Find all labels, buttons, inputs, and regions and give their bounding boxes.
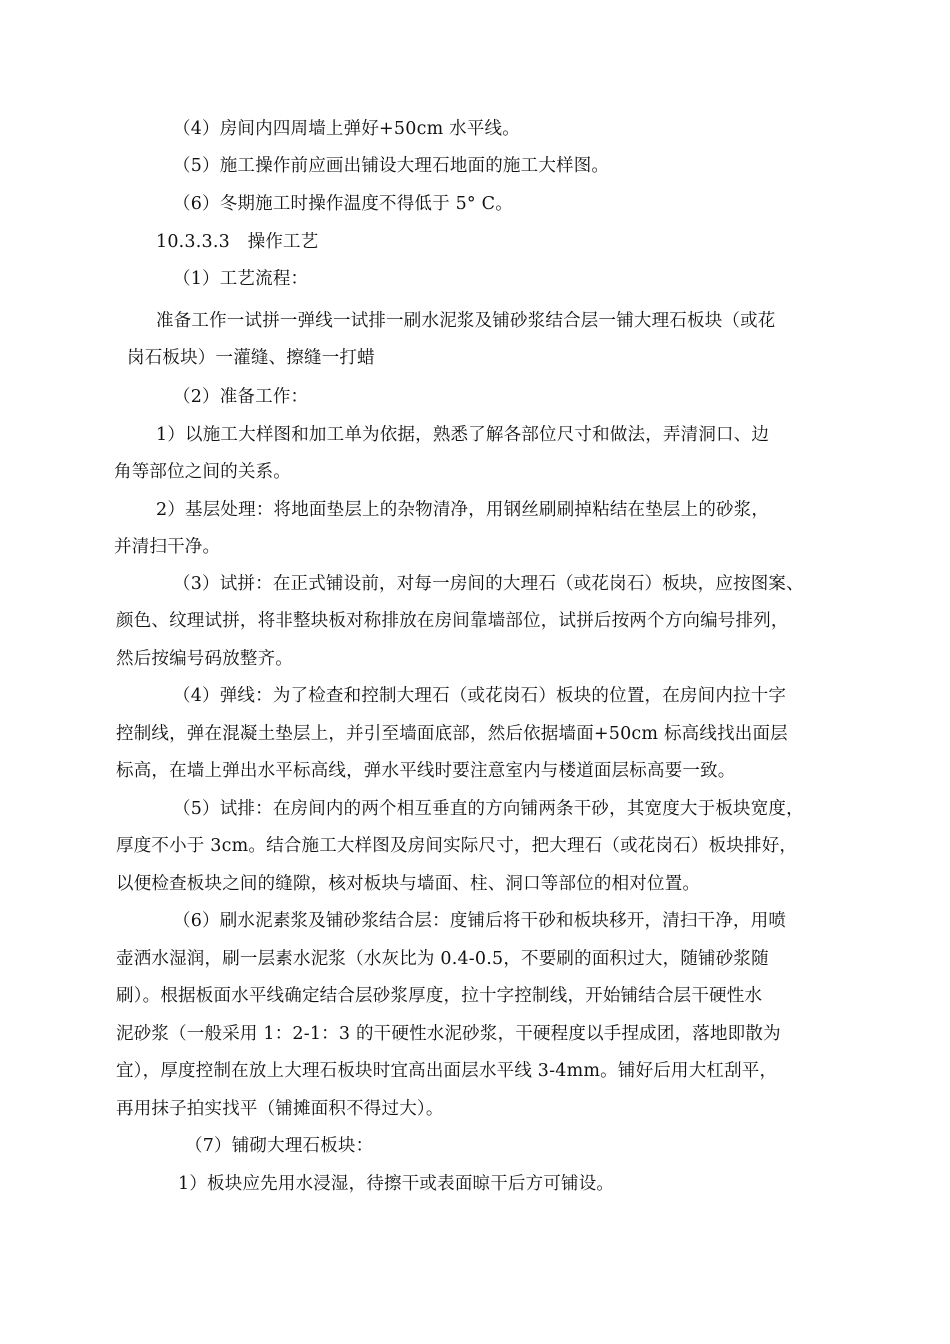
text-line: （6）刷水泥素浆及铺砂浆结合层：度铺后将干砂和板块移开，清扫干净，用喷	[173, 911, 787, 931]
text-line: 标高，在墙上弹出水平标高线，弹水平线时要注意室内与楼道面层标高要一致。	[116, 761, 736, 781]
text-line: 岗石板块）一灌缝、擦缝一打蜡	[127, 348, 375, 368]
text-line: 泥砂浆（一般采用 1：2-1：3 的干硬性水泥砂浆，干硬程度以手捏成团，落地即散为	[116, 1024, 781, 1044]
text-line: 然后按编号码放整齐。	[116, 649, 293, 669]
text-line: 并清扫干净。	[114, 537, 221, 557]
text-line: 角等部位之间的关系。	[114, 462, 291, 482]
text-line: 1）以施工大样图和加工单为依据，熟悉了解各部位尺寸和做法，弄清洞口、边	[156, 425, 770, 445]
text-line: 以便检查板块之间的缝隙，核对板块与墙面、柱、洞口等部位的相对位置。	[116, 874, 701, 894]
text-line: （5）试排：在房间内的两个相互垂直的方向铺两条干砂，其宽度大于板块宽度，	[173, 799, 804, 819]
text-line: 1）板块应先用水浸湿，待擦干或表面晾干后方可铺设。	[178, 1174, 615, 1194]
text-line: 宜），厚度控制在放上大理石板块时宜高出面层水平线 3-4mm。铺好后用大杠刮平，	[116, 1061, 778, 1081]
text-line: 颜色、纹理试拼，将非整块板对称排放在房间靠墙部位，试拼后按两个方向编号排列，	[116, 611, 789, 631]
text-line: （2）准备工作：	[173, 387, 309, 407]
text-line: 控制线，弹在混凝土垫层上，并引至墙面底部，然后依据墙面+50cm 标高线找出面层	[116, 724, 788, 744]
text-line: 厚度不小于 3cm。结合施工大样图及房间实际尺寸，把大理石（或花岗石）板块排好，	[116, 836, 798, 856]
section-heading: 10.3.3.3 操作工艺	[156, 232, 319, 252]
text-line: （4）房间内四周墙上弹好+50cm 水平线。	[173, 119, 520, 139]
text-line: （1）工艺流程：	[173, 269, 309, 289]
text-line: 2）基层处理：将地面垫层上的杂物清净，用钢丝刷刷掉粘结在垫层上的砂浆，	[156, 500, 770, 520]
text-line: （6）冬期施工时操作温度不得低于 5° C。	[173, 194, 513, 214]
text-line: （3）试拼：在正式铺设前，对每一房间的大理石（或花岗石）板块，应按图案、	[173, 574, 804, 594]
text-line: 壶洒水湿润，刷一层素水泥浆（水灰比为 0.4-0.5，不要刷的面积过大，随铺砂浆随	[116, 949, 769, 969]
text-line: 准备工作一试拼一弹线一试排一刷水泥浆及铺砂浆结合层一铺大理石板块（或花	[156, 311, 776, 331]
text-line: （7）铺砌大理石板块：	[185, 1136, 374, 1156]
text-line: 再用抹子拍实找平（铺摊面积不得过大）。	[116, 1099, 444, 1119]
text-line: （5）施工操作前应画出铺设大理石地面的施工大样图。	[173, 156, 610, 176]
text-line: （4）弹线：为了检查和控制大理石（或花岗石）板块的位置，在房间内拉十字	[173, 686, 787, 706]
text-line: 刷）。根据板面水平线确定结合层砂浆厚度，拉十字控制线，开始铺结合层干硬性水	[116, 986, 763, 1006]
